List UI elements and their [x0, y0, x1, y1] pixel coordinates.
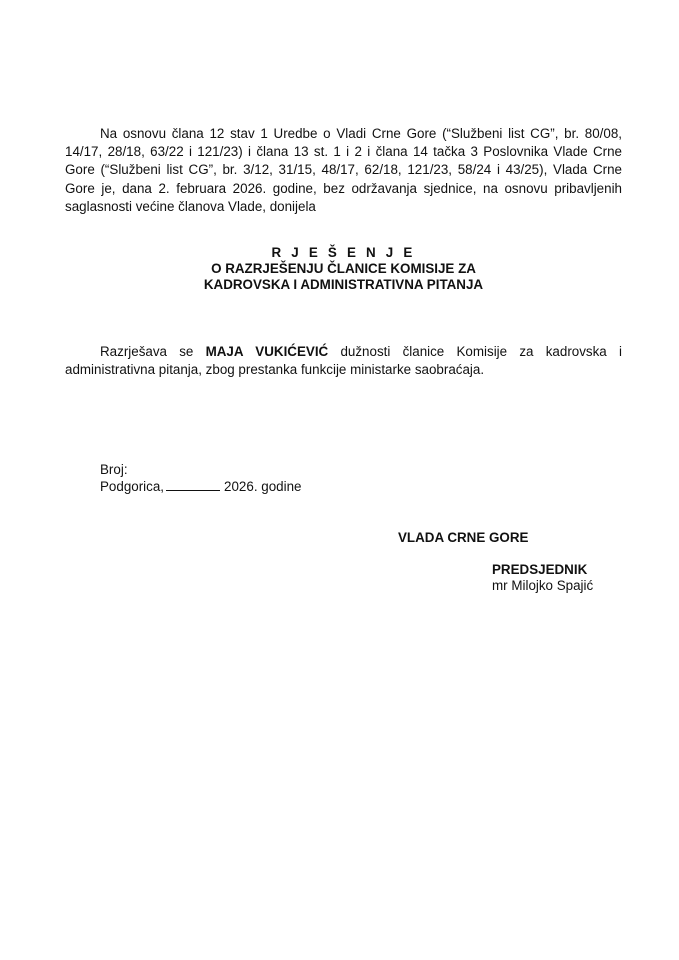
body-suffix: dužnosti članice Komisije za kadrovska i administrativna pitanja, zbog prestanka funkcije ministarke saobraćaja.: [65, 344, 622, 378]
place-date-line: [100, 478, 301, 495]
title-line-3: KADROVSKA I ADMINISTRATIVNA PITANJA: [203, 277, 484, 292]
body-prefix: Razrješava se: [100, 344, 206, 359]
title-line-1: R J E Š E N J E: [271, 245, 416, 260]
intro-paragraph: [65, 125, 622, 216]
place: Podgorica,: [100, 479, 165, 494]
government-name: VLADA CRNE GORE: [398, 530, 529, 545]
title-line-2: O RAZRJEŠENJU ČLANICE KOMISIJE ZA: [211, 261, 476, 276]
intro-text: Na osnovu člana 12 stav 1 Uredbe o Vladi Crne Gore (“Službeni list CG”, br. 80/08, 14/17, 28/18, 63/22 i 121/23) i člana 13 st. 1 i 2 i člana 14 tačka 3 Poslovnika Vlade Crne Gore (“Službeni list CG”, br. 3/12, 31/15, 48/17, 62/18, 121/23, 58/24 i 43/25), Vlada Crne Gore je, dana 2. februara 2026. godine, bez održavanja sjednice, na osnovu pribavljenih saglasnosti većine članova Vlade, donijela: [65, 126, 622, 214]
decision-body: [65, 343, 622, 379]
dismissed-person-name: MAJA VUKIĆEVIĆ: [205, 344, 329, 359]
signatory-name: mr Milojko Spajić: [492, 578, 594, 593]
signature-block: [492, 562, 593, 594]
signatory-role: PREDSJEDNIK: [492, 562, 588, 577]
document-meta: [100, 462, 301, 495]
date-blank-line: [166, 478, 220, 491]
decision-title: [65, 245, 622, 293]
number-label: Broj:: [100, 462, 128, 477]
date-suffix: 2026. godine: [224, 479, 302, 494]
